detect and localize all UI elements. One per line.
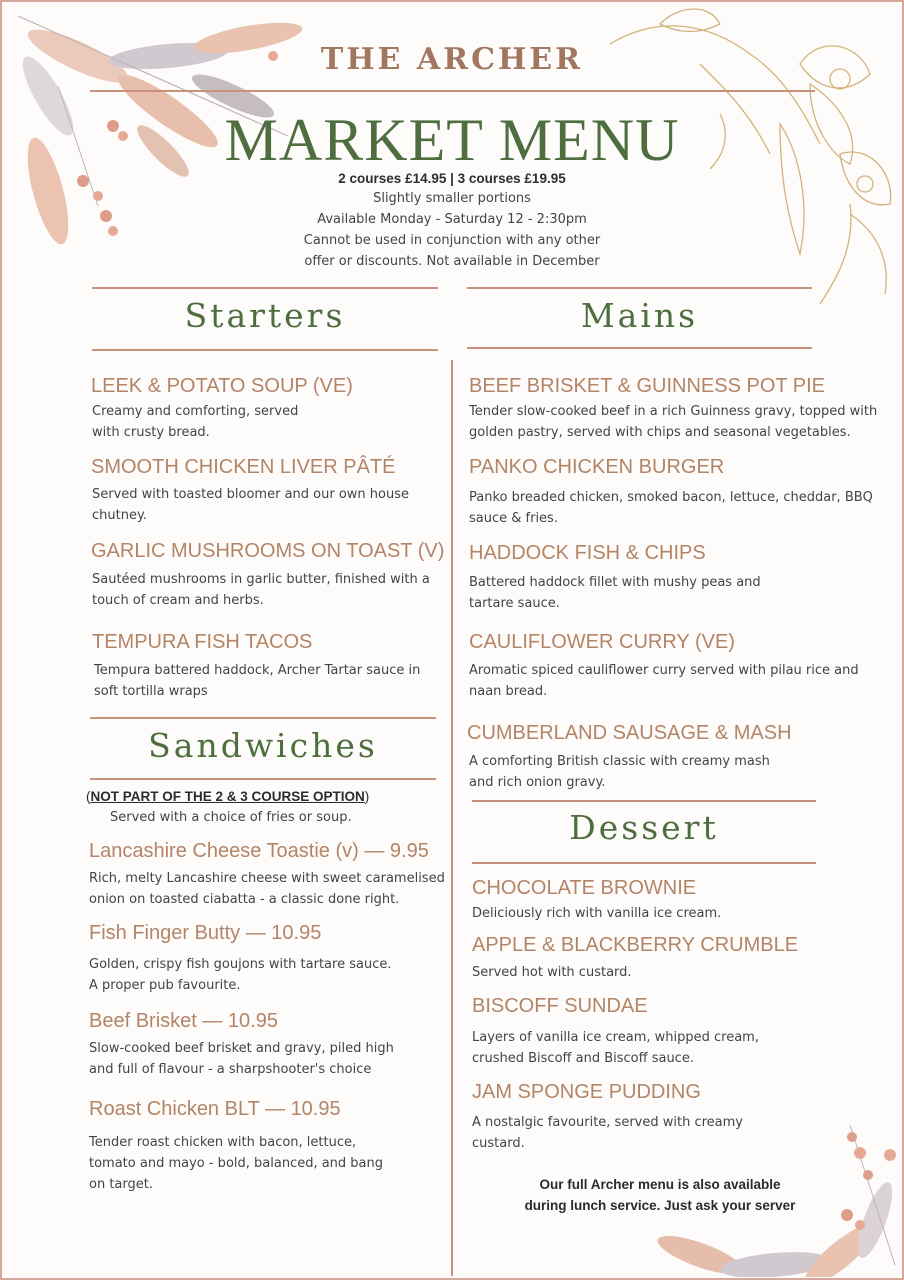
menu-item-name: JAM SPONGE PUDDING [472, 1081, 701, 1103]
sandwich-served-with: Served with a choice of fries or soup. [110, 810, 352, 825]
menu-item-desc: Golden, crispy fish goujons with tartare sauce. A proper pub favourite. [89, 957, 392, 993]
sandwiches-rule-top [90, 717, 436, 719]
menu-item-name: HADDOCK FISH & CHIPS [469, 542, 706, 564]
menu-item-name: Beef Brisket — 10.95 [89, 1010, 278, 1032]
menu-item-desc: Creamy and comforting, served with crusty bread. [92, 404, 299, 440]
info-line: Slightly smaller portions [373, 191, 531, 206]
sandwich-note: (NOT PART OF THE 2 & 3 COURSE OPTION) [86, 789, 370, 804]
dessert-heading: Dessert [569, 808, 719, 847]
mains-rule-top [467, 287, 812, 289]
menu-item-name: SMOOTH CHICKEN LIVER PÂTÉ [91, 456, 396, 478]
starters-heading: Starters [184, 296, 346, 335]
menu-item-desc: A nostalgic favourite, served with creamy custard. [472, 1115, 743, 1151]
starters-rule-top [92, 287, 438, 289]
menu-item-name: Roast Chicken BLT — 10.95 [89, 1098, 341, 1120]
menu-item-name: Lancashire Cheese Toastie (v) — 9.95 [89, 840, 429, 862]
menu-item-name: CAULIFLOWER CURRY (VE) [469, 631, 735, 653]
dessert-rule-bottom [472, 862, 816, 864]
menu-item-name: BEEF BRISKET & GUINNESS POT PIE [469, 375, 826, 397]
menu-item-desc: Served with toasted bloomer and our own house chutney. [92, 487, 409, 523]
sandwiches-rule-bottom [90, 778, 436, 780]
menu-item-name: TEMPURA FISH TACOS [92, 631, 313, 653]
menu-item-desc: A comforting British classic with creamy mash and rich onion gravy. [469, 754, 770, 790]
info-line: Available Monday - Saturday 12 - 2:30pm [317, 212, 587, 227]
mains-rule-bottom [467, 347, 812, 349]
page-title: MARKET MENU [224, 107, 680, 173]
info-line: Cannot be used in conjunction with any other [303, 233, 601, 248]
menu-item-name: PANKO CHICKEN BURGER [469, 456, 725, 478]
menu-item-name: Fish Finger Butty — 10.95 [89, 922, 322, 944]
menu-item-desc: Sautéed mushrooms in garlic butter, finished with a touch of cream and herbs. [92, 572, 430, 608]
menu-item-name: APPLE & BLACKBERRY CRUMBLE [472, 934, 799, 956]
menu-item-name: GARLIC MUSHROOMS ON TOAST (V) [91, 540, 445, 562]
menu-item-desc: Battered haddock fillet with mushy peas and tartare sauce. [469, 575, 761, 611]
mains-heading: Mains [580, 296, 699, 335]
brand-name: THE ARCHER [320, 42, 584, 77]
menu-item-desc: Aromatic spiced cauliflower curry served with pilau rice and naan bread. [469, 663, 859, 699]
pricing-line: 2 courses £14.95 | 3 courses £19.95 [338, 171, 566, 186]
menu-item-desc: Layers of vanilla ice cream, whipped cream, crushed Biscoff and Biscoff sauce. [472, 1030, 759, 1066]
info-line: offer or discounts. Not available in December [304, 254, 600, 269]
menu-item-name: BISCOFF SUNDAE [472, 995, 648, 1017]
menu-item-desc: Tender slow-cooked beef in a rich Guinness gravy, topped with golden pastry, served with chips and seasonal vegetables. [469, 404, 878, 440]
menu-item-desc: Slow-cooked beef brisket and gravy, piled high and full of flavour - a sharpshooter's choice [89, 1041, 394, 1077]
menu-item-name: LEEK & POTATO SOUP (VE) [91, 375, 353, 397]
menu-item-desc: Served hot with custard. [472, 965, 632, 980]
dessert-rule-top [472, 800, 816, 802]
menu-item-name: CUMBERLAND SAUSAGE & MASH [467, 722, 792, 744]
menu-item-desc: Rich, melty Lancashire cheese with sweet caramelised onion on toasted ciabatta - a classic done right. [89, 871, 445, 907]
header-divider [90, 90, 815, 92]
menu-item-desc: Tempura battered haddock, Archer Tartar sauce in soft tortilla wraps [94, 663, 421, 699]
sandwiches-heading: Sandwiches [148, 726, 378, 765]
menu-item-desc: Panko breaded chicken, smoked bacon, lettuce, cheddar, BBQ sauce & fries. [469, 490, 873, 526]
footer-note: Our full Archer menu is also available during lunch service. Just ask your server [524, 1177, 796, 1213]
menu-item-desc: Tender roast chicken with bacon, lettuce, tomato and mayo - bold, balanced, and bang on target. [89, 1135, 384, 1192]
column-divider [451, 360, 453, 1276]
starters-rule-bottom [92, 349, 438, 351]
menu-item-desc: Deliciously rich with vanilla ice cream. [472, 906, 722, 921]
menu-item-name: CHOCOLATE BROWNIE [472, 877, 697, 899]
